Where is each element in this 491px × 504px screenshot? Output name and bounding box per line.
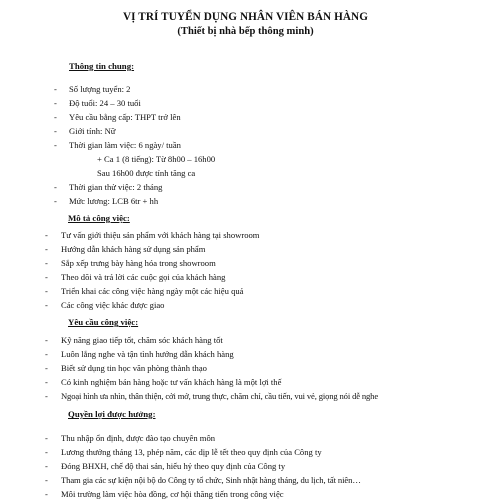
job-description-text: Các công việc khác được giao (61, 300, 165, 310)
job-description-text: Theo dõi và trả lời các cuộc gọi của khách hàng (61, 272, 226, 282)
benefit-text: Lương thưởng tháng 13, phép năm, các dịp lễ tết theo quy định của Công ty (61, 447, 322, 457)
bullet-dash: - (45, 244, 48, 254)
bullet-dash: - (45, 377, 48, 387)
bullet-dash: - (54, 98, 57, 108)
bullet-dash: - (45, 433, 48, 443)
job-requirement-text: Biết sử dụng tin học văn phòng thành thạo (61, 363, 207, 373)
bullet-dash: - (45, 286, 48, 296)
bullet-dash: - (45, 489, 48, 499)
general-info-text: Thời gian thử việc: 2 tháng (69, 182, 163, 192)
shift-line-1: + Ca 1 (8 tiếng): Từ 8h00 – 16h00 (97, 154, 216, 164)
general-info-text: Số lượng tuyển: 2 (69, 84, 131, 94)
bullet-dash: - (54, 126, 57, 136)
job-requirement-text: Luôn lắng nghe và tận tình hướng dẫn khách hàng (61, 349, 234, 359)
bullet-dash: - (45, 349, 48, 359)
bullet-dash: - (45, 230, 48, 240)
bullet-dash: - (45, 447, 48, 457)
bullet-dash: - (54, 84, 57, 94)
bullet-dash: - (54, 112, 57, 122)
general-info-text: Độ tuổi: 24 – 30 tuổi (69, 98, 141, 108)
job-description-text: Tư vấn giới thiệu sản phẩm với khách hàng tại showroom (61, 230, 260, 240)
job-description-heading: Mô tả công việc: (68, 213, 130, 223)
job-requirements-heading: Yêu cầu công việc: (68, 317, 139, 327)
bullet-dash: - (54, 182, 57, 192)
job-description-text: Hướng dẫn khách hàng sử dụng sản phẩm (61, 244, 206, 254)
general-info-text: Giới tính: Nữ (69, 126, 116, 136)
bullet-dash: - (45, 391, 48, 401)
benefit-text: Đóng BHXH, chế độ thai sản, hiếu hỷ theo quy định của Công ty (61, 461, 286, 471)
bullet-dash: - (45, 258, 48, 268)
job-description-text: Triển khai các công việc hàng ngày một các hiệu quả (61, 286, 244, 296)
benefit-text: Môi trường làm việc hòa đồng, cơ hội thăng tiến trong công việc (61, 489, 284, 499)
bullet-dash: - (45, 335, 48, 345)
bullet-dash: - (54, 140, 57, 150)
general-info-heading: Thông tin chung: (69, 61, 135, 71)
benefits-heading: Quyền lợi được hưởng: (68, 409, 156, 419)
benefit-text: Tham gia các sự kiện nội bộ do Công ty tổ chức, Sinh nhật hàng tháng, du lịch, tất niên… (61, 475, 361, 485)
general-info-text: Thời gian làm việc: 6 ngày/ tuần (69, 140, 181, 150)
bullet-dash: - (54, 196, 57, 206)
job-requirement-text: Kỹ năng giao tiếp tốt, chăm sóc khách hàng tốt (61, 335, 223, 345)
bullet-dash: - (45, 272, 48, 282)
job-requirement-text: Ngoại hình ưa nhìn, thân thiện, cởi mở, trung thực, chăm chỉ, cầu tiến, vui vẻ, giọng nói dễ nghe (61, 391, 378, 401)
document-title: VỊ TRÍ TUYỂN DỤNG NHÂN VIÊN BÁN HÀNG (122, 11, 369, 23)
job-description-text: Sắp xếp trưng bày hàng hóa trong showroom (61, 258, 216, 268)
shift-line-2: Sau 16h00 được tính tăng ca (97, 168, 196, 178)
general-info-text: Yêu cầu bằng cấp: THPT trở lên (69, 112, 181, 122)
benefit-text: Thu nhập ổn định, được đào tạo chuyên môn (61, 433, 216, 443)
bullet-dash: - (45, 475, 48, 485)
job-requirement-text: Có kinh nghiệm bán hàng hoặc tư vấn khách hàng là một lợi thế (61, 377, 282, 387)
bullet-dash: - (45, 461, 48, 471)
general-info-text: Mức lương: LCB 6tr + hh (69, 196, 159, 206)
bullet-dash: - (45, 300, 48, 310)
document-subtitle: (Thiết bị nhà bếp thông minh) (177, 26, 314, 37)
bullet-dash: - (45, 363, 48, 373)
